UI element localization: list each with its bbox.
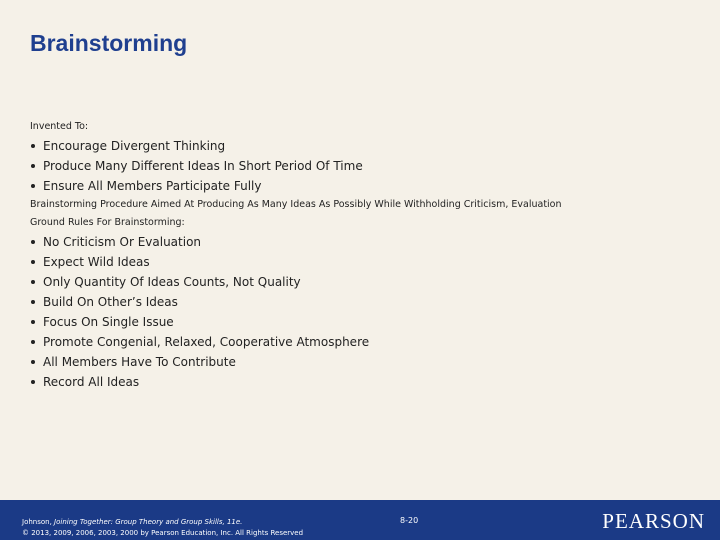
bullet-icon: [31, 184, 35, 188]
bullet-icon: [31, 340, 35, 344]
list-item-text: Produce Many Different Ideas In Short Period Of Time: [43, 159, 363, 173]
list-item-text: Ensure All Members Participate Fully: [43, 179, 262, 193]
procedure-text: Brainstorming Procedure Aimed At Producing As Many Ideas As Possibly While Withholding Criticism, Evaluation: [30, 199, 562, 210]
slide-footer: [0, 500, 720, 540]
bullet-icon: [31, 260, 35, 264]
list-item: [30, 372, 690, 392]
list-item: [30, 332, 690, 352]
list-item: [30, 252, 690, 272]
bullet-icon: [31, 240, 35, 244]
list-item-text: Record All Ideas: [43, 375, 140, 389]
list-item: [30, 292, 690, 312]
citation-author: Johnson,: [22, 518, 55, 526]
bullet-icon: [31, 360, 35, 364]
list-item-text: All Members Have To Contribute: [43, 355, 236, 369]
bullet-icon: [31, 320, 35, 324]
slide-title: Brainstorming: [30, 30, 188, 56]
list-item: [30, 272, 690, 292]
list-item: [30, 156, 690, 176]
list-item-text: Build On Other’s Ideas: [43, 295, 178, 309]
citation-copyright: © 2013, 2009, 2006, 2003, 2000 by Pearson Education, Inc. All Rights Reserved: [22, 529, 304, 537]
list-item-text: Promote Congenial, Relaxed, Cooperative Atmosphere: [43, 335, 370, 349]
invented-list: [30, 136, 690, 196]
list-item-text: Focus On Single Issue: [43, 315, 174, 329]
list-item-text: No Criticism Or Evaluation: [43, 235, 202, 249]
list-item: [30, 176, 690, 196]
bullet-icon: [31, 380, 35, 384]
list-item-text: Expect Wild Ideas: [43, 255, 150, 269]
bullet-icon: [31, 280, 35, 284]
invented-label: Invented To:: [30, 121, 89, 132]
list-item-text: Encourage Divergent Thinking: [43, 139, 226, 153]
rules-label: Ground Rules For Brainstorming:: [30, 217, 185, 228]
list-item: [30, 232, 690, 252]
pearson-logo: PEARSON: [602, 509, 705, 533]
bullet-icon: [31, 164, 35, 168]
list-item: [30, 352, 690, 372]
bullet-icon: [31, 300, 35, 304]
list-item-text: Only Quantity Of Ideas Counts, Not Quality: [43, 275, 301, 289]
list-item: [30, 312, 690, 332]
footer-citation: [22, 517, 303, 539]
citation-book: Joining Together: Group Theory and Group Skills, 11e.: [54, 518, 243, 526]
list-item: [30, 136, 690, 156]
page-number: 8-20: [400, 516, 419, 525]
citation-line-1: [22, 517, 303, 528]
bullet-icon: [31, 144, 35, 148]
rules-list: [30, 232, 690, 392]
slide-content: [30, 118, 690, 392]
